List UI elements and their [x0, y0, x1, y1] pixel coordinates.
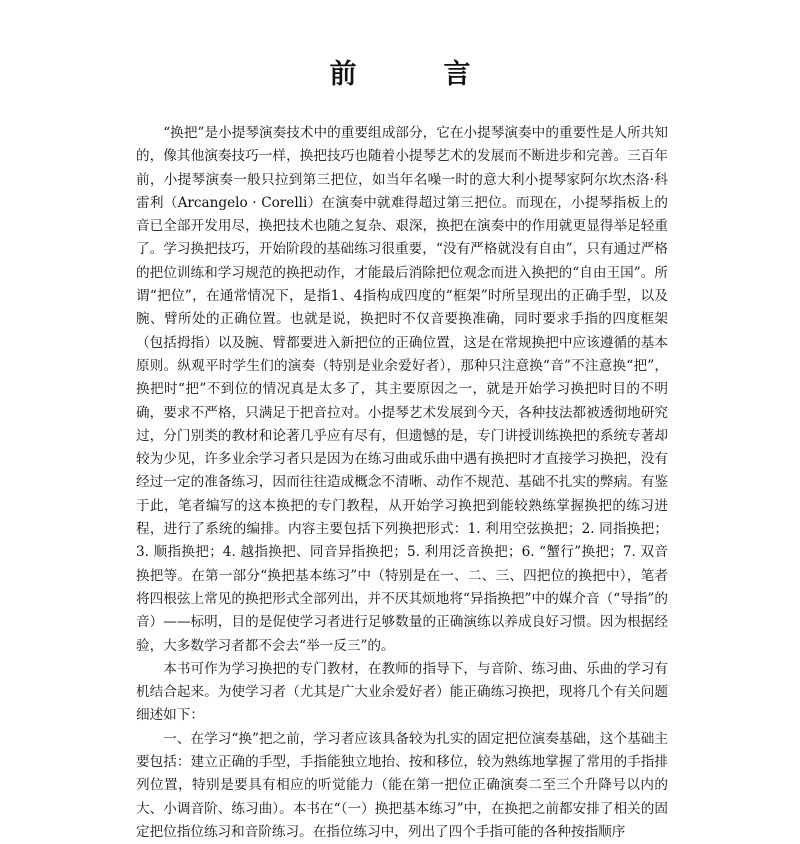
paragraph-1: “换把”是小提琴演奏技术中的重要组成部分，它在小提琴演奏中的重要性是人所共知的，像其他演奏技巧一样，换把技巧也随着小提琴艺术的发展而不断进步和完善。三百年前，小提琴演奏一般只拉到第三把位，如当年名噪一时的意大利小提琴家阿尔坎杰洛·科雷利（Arcangelo · Corelli）在演奏中就难得超过第三把位。而现在，小提琴指板上的音已全部开发用尽，换把技术也随之复杂、艰深，换把在演奏中的作用就更显得举足轻重了。学习换把技巧，开始阶段的基础练习很重要，“没有严格就没有自由”，只有通过严格的把位训练和学习规范的换把动作，才能最后消除把位观念而进入换把的“自由王国”。所谓“把位”，在通常情况下，是指1、4指构成四度的“框架”时所呈现出的正确手型，以及腕、臂所处的正确位置。也就是说，换把时不仅音要换准确，同时要求手指的四度框架（包括拇指）以及腕、臂都要进入新把位的正确位置，这是在常规换把中应该遵循的基本原则。纵观平时学生们的演奏（特别是业余爱好者），那种只注意换“音”不注意换“把”，换把时“把”不到位的情况真是太多了，其主要原因之一，就是开始学习换把时目的不明确，要求不严格，只满足于把音拉对。小提琴艺术发展到今天，各种技法都被透彻地研究过，分门别类的教材和论著几乎应有尽有，但遗憾的是，专门讲授训练换把的系统专著却较为少见，许多业余学习者只是因为在练习曲或乐曲中遇有换把时才直接学习换把，没有经过一定的准备练习，因而往往造成概念不清晰、动作不规范、基础不扎实的弊病。有鉴于此，笔者编写的这本换把的专门教程，从开始学习换把到能较熟练掌握换把的练习进程，进行了系统的编排。内容主要包括下列换把形式：1. 利用空弦换把；2. 同指换把；3. 顺指换把；4. 越指换把、同音异指换把；5. 利用泛音换把；6. “蟹行”换把；7. 双音换把等。在第一部分“换把基本练习”中（特别是在一、二、三、四把位的换把中），笔者将四根弦上常见的换把形式全部列出，并不厌其烦地将“异指换把”中的媒介音（“导指”的音）——标明，目的是促使学习者进行足够数量的正确演练以养成良好习惯。因为根据经验，大多数学习者都不会去“举一反三”的。	[136, 125, 668, 654]
paragraph-3: 一、在学习“换”把之前，学习者应该具备较为扎实的固定把位演奏基础，这个基础主要包括：建立正确的手型，手指能独立地抬、按和移位，较为熟练地掌握了常用的手指排列位置，特别是要具有相应的听觉能力（能在第一把位正确演奏二至三个升降号以内的大、小调音阶、练习曲）。本书在“（一）换把基本练习”中，在换把之前都安排了相关的固定把位指位练习和音阶练习。在指位练习中，列出了四个手指可能的各种按指顺序	[136, 730, 668, 840]
preface-body	[136, 122, 668, 844]
page-title: 前 言	[329, 59, 501, 90]
paragraph-2: 本书可作为学习换把的专门教材，在教师的指导下，与音阶、练习曲、乐曲的学习有机结合起来。为使学习者（尤其是广大业余爱好者）能正确练习换把，现将几个有关问题细述如下：	[136, 660, 668, 724]
